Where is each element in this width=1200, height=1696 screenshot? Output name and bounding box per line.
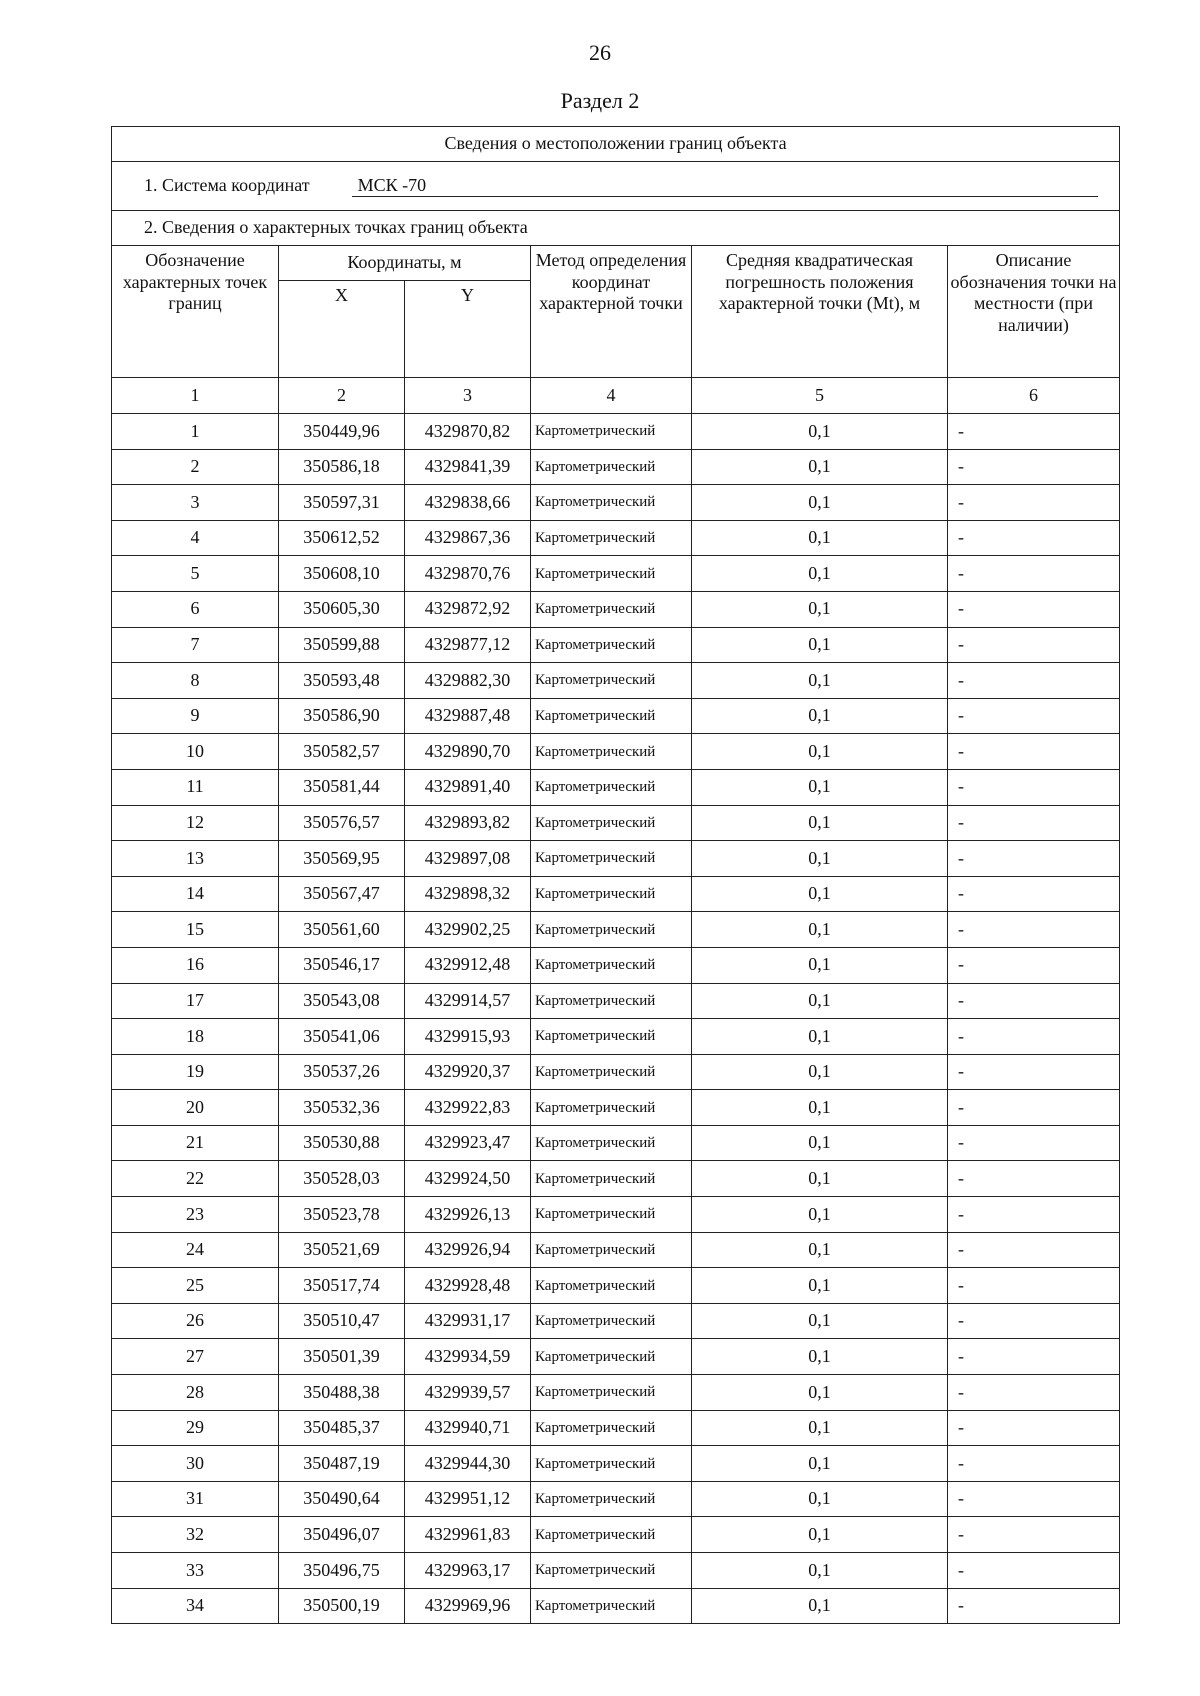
description-cell: -: [948, 1446, 1120, 1482]
method-cell: Картометрический: [531, 1125, 692, 1161]
description-cell: -: [948, 769, 1120, 805]
table-row: [112, 947, 1120, 983]
table-row: [112, 1481, 1120, 1517]
header-coordinates: Координаты, м: [279, 246, 531, 281]
table-row: [112, 485, 1120, 521]
description-cell: -: [948, 1553, 1120, 1589]
method-cell: Картометрический: [531, 1090, 692, 1126]
description-cell: -: [948, 1161, 1120, 1197]
point-number-cell: 21: [112, 1125, 279, 1161]
point-number-cell: 17: [112, 983, 279, 1019]
table-title: Сведения о местоположении границ объекта: [112, 127, 1120, 162]
coord-y-cell: 4329940,71: [405, 1410, 531, 1446]
coordinate-system-label: 1. Система координат: [144, 174, 310, 195]
method-cell: Картометрический: [531, 1375, 692, 1411]
method-cell: Картометрический: [531, 1303, 692, 1339]
description-cell: -: [948, 947, 1120, 983]
method-cell: Картометрический: [531, 1339, 692, 1375]
column-number: 2: [279, 378, 405, 414]
coord-x-cell: 350488,38: [279, 1375, 405, 1411]
coord-y-cell: 4329870,82: [405, 414, 531, 450]
description-cell: -: [948, 1090, 1120, 1126]
accuracy-cell: 0,1: [692, 698, 948, 734]
coord-y-cell: 4329931,17: [405, 1303, 531, 1339]
method-cell: Картометрический: [531, 1517, 692, 1553]
description-cell: -: [948, 449, 1120, 485]
description-cell: -: [948, 1054, 1120, 1090]
coord-y-cell: 4329902,25: [405, 912, 531, 948]
coord-x-cell: 350569,95: [279, 841, 405, 877]
coord-y-cell: 4329893,82: [405, 805, 531, 841]
method-cell: Картометрический: [531, 1588, 692, 1624]
column-numbers-row: [112, 378, 1120, 414]
table-row: [112, 1268, 1120, 1304]
coord-y-cell: 4329870,76: [405, 556, 531, 592]
section-title: Раздел 2: [560, 88, 640, 113]
coord-y-cell: 4329969,96: [405, 1588, 531, 1624]
method-cell: Картометрический: [531, 1268, 692, 1304]
description-cell: -: [948, 1125, 1120, 1161]
point-number-cell: 13: [112, 841, 279, 877]
coord-x-cell: 350517,74: [279, 1268, 405, 1304]
point-number-cell: 26: [112, 1303, 279, 1339]
point-number-cell: 15: [112, 912, 279, 948]
method-cell: Картометрический: [531, 414, 692, 450]
point-number-cell: 10: [112, 734, 279, 770]
method-cell: Картометрический: [531, 1446, 692, 1482]
header-y: Y: [405, 281, 531, 378]
accuracy-cell: 0,1: [692, 1517, 948, 1553]
coord-y-cell: 4329898,32: [405, 876, 531, 912]
table-row: [112, 449, 1120, 485]
boundary-points-table: [111, 126, 1120, 1624]
point-number-cell: 22: [112, 1161, 279, 1197]
accuracy-cell: 0,1: [692, 1232, 948, 1268]
description-cell: -: [948, 1410, 1120, 1446]
table-row: [112, 1054, 1120, 1090]
coord-y-cell: 4329867,36: [405, 520, 531, 556]
column-number: 4: [531, 378, 692, 414]
description-cell: -: [948, 1588, 1120, 1624]
point-number-cell: 3: [112, 485, 279, 521]
table-row: [112, 1375, 1120, 1411]
coord-y-cell: 4329951,12: [405, 1481, 531, 1517]
header-description: Описание обозначения точки на местности (при наличии): [948, 246, 1120, 378]
coord-x-cell: 350496,07: [279, 1517, 405, 1553]
coord-x-cell: 350576,57: [279, 805, 405, 841]
table-row: [112, 1303, 1120, 1339]
accuracy-cell: 0,1: [692, 1019, 948, 1055]
coord-y-cell: 4329944,30: [405, 1446, 531, 1482]
accuracy-cell: 0,1: [692, 947, 948, 983]
table-row: [112, 1019, 1120, 1055]
point-number-cell: 24: [112, 1232, 279, 1268]
accuracy-cell: 0,1: [692, 449, 948, 485]
accuracy-cell: 0,1: [692, 841, 948, 877]
point-number-cell: 19: [112, 1054, 279, 1090]
coord-x-cell: 350581,44: [279, 769, 405, 805]
coord-y-cell: 4329887,48: [405, 698, 531, 734]
description-cell: -: [948, 734, 1120, 770]
coord-y-cell: 4329838,66: [405, 485, 531, 521]
coord-y-cell: 4329920,37: [405, 1054, 531, 1090]
coord-y-cell: 4329872,92: [405, 591, 531, 627]
table-row: [112, 1588, 1120, 1624]
coord-x-cell: 350543,08: [279, 983, 405, 1019]
column-number: 6: [948, 378, 1120, 414]
coord-x-cell: 350582,57: [279, 734, 405, 770]
description-cell: -: [948, 627, 1120, 663]
description-cell: -: [948, 1268, 1120, 1304]
description-cell: -: [948, 591, 1120, 627]
point-number-cell: 11: [112, 769, 279, 805]
accuracy-cell: 0,1: [692, 876, 948, 912]
description-cell: -: [948, 485, 1120, 521]
description-cell: -: [948, 805, 1120, 841]
coord-x-cell: 350530,88: [279, 1125, 405, 1161]
table-row: [112, 734, 1120, 770]
point-number-cell: 16: [112, 947, 279, 983]
coord-x-cell: 350496,75: [279, 1553, 405, 1589]
point-number-cell: 14: [112, 876, 279, 912]
accuracy-cell: 0,1: [692, 591, 948, 627]
accuracy-cell: 0,1: [692, 1588, 948, 1624]
accuracy-cell: 0,1: [692, 663, 948, 699]
description-cell: -: [948, 663, 1120, 699]
description-cell: -: [948, 414, 1120, 450]
point-number-cell: 33: [112, 1553, 279, 1589]
coord-y-cell: 4329926,94: [405, 1232, 531, 1268]
description-cell: -: [948, 841, 1120, 877]
table-row: [112, 841, 1120, 877]
method-cell: Картометрический: [531, 449, 692, 485]
coordinate-system-row: [112, 162, 1120, 211]
method-cell: Картометрический: [531, 1553, 692, 1589]
point-number-cell: 28: [112, 1375, 279, 1411]
method-cell: Картометрический: [531, 520, 692, 556]
coord-x-cell: 350608,10: [279, 556, 405, 592]
column-number: 1: [112, 378, 279, 414]
description-cell: -: [948, 1232, 1120, 1268]
point-number-cell: 1: [112, 414, 279, 450]
point-number-cell: 4: [112, 520, 279, 556]
method-cell: Картометрический: [531, 734, 692, 770]
header-method: Метод определения координат характерной точки: [531, 246, 692, 378]
method-cell: Картометрический: [531, 1481, 692, 1517]
accuracy-cell: 0,1: [692, 1303, 948, 1339]
method-cell: Картометрический: [531, 1161, 692, 1197]
accuracy-cell: 0,1: [692, 485, 948, 521]
method-cell: Картометрический: [531, 591, 692, 627]
coord-x-cell: 350605,30: [279, 591, 405, 627]
method-cell: Картометрический: [531, 769, 692, 805]
header-x: X: [279, 281, 405, 378]
description-cell: -: [948, 876, 1120, 912]
header-designation: Обозначение характерных точек границ: [112, 246, 279, 378]
coord-y-cell: 4329882,30: [405, 663, 531, 699]
point-number-cell: 27: [112, 1339, 279, 1375]
table-row: [112, 591, 1120, 627]
coord-x-cell: 350528,03: [279, 1161, 405, 1197]
table-row: [112, 1517, 1120, 1553]
table-row: [112, 698, 1120, 734]
table-row: [112, 1410, 1120, 1446]
coord-y-cell: 4329897,08: [405, 841, 531, 877]
description-cell: -: [948, 556, 1120, 592]
coord-x-cell: 350537,26: [279, 1054, 405, 1090]
coord-y-cell: 4329890,70: [405, 734, 531, 770]
table-row: [112, 876, 1120, 912]
accuracy-cell: 0,1: [692, 1054, 948, 1090]
point-number-cell: 8: [112, 663, 279, 699]
description-cell: -: [948, 698, 1120, 734]
coord-x-cell: 350501,39: [279, 1339, 405, 1375]
accuracy-cell: 0,1: [692, 1375, 948, 1411]
method-cell: Картометрический: [531, 947, 692, 983]
method-cell: Картометрический: [531, 627, 692, 663]
coord-y-cell: 4329934,59: [405, 1339, 531, 1375]
coord-x-cell: 350449,96: [279, 414, 405, 450]
method-cell: Картометрический: [531, 1019, 692, 1055]
method-cell: Картометрический: [531, 485, 692, 521]
method-cell: Картометрический: [531, 1197, 692, 1233]
table-row: [112, 1339, 1120, 1375]
point-number-cell: 20: [112, 1090, 279, 1126]
table-row: [112, 414, 1120, 450]
accuracy-cell: 0,1: [692, 1090, 948, 1126]
method-cell: Картометрический: [531, 912, 692, 948]
accuracy-cell: 0,1: [692, 414, 948, 450]
table-row: [112, 1446, 1120, 1482]
coord-x-cell: 350532,36: [279, 1090, 405, 1126]
table-row: [112, 1197, 1120, 1233]
point-number-cell: 34: [112, 1588, 279, 1624]
description-cell: -: [948, 1339, 1120, 1375]
point-number-cell: 31: [112, 1481, 279, 1517]
coord-y-cell: 4329939,57: [405, 1375, 531, 1411]
table-row: [112, 663, 1120, 699]
table-row: [112, 1161, 1120, 1197]
point-number-cell: 12: [112, 805, 279, 841]
coord-x-cell: 350586,90: [279, 698, 405, 734]
coord-y-cell: 4329924,50: [405, 1161, 531, 1197]
coord-x-cell: 350541,06: [279, 1019, 405, 1055]
coord-x-cell: 350485,37: [279, 1410, 405, 1446]
table-row: [112, 1125, 1120, 1161]
point-number-cell: 9: [112, 698, 279, 734]
coord-y-cell: 4329922,83: [405, 1090, 531, 1126]
coord-x-cell: 350490,64: [279, 1481, 405, 1517]
table-row: [112, 769, 1120, 805]
coord-x-cell: 350546,17: [279, 947, 405, 983]
coord-x-cell: 350612,52: [279, 520, 405, 556]
coord-y-cell: 4329928,48: [405, 1268, 531, 1304]
method-cell: Картометрический: [531, 663, 692, 699]
table-row: [112, 805, 1120, 841]
accuracy-cell: 0,1: [692, 1410, 948, 1446]
coord-x-cell: 350599,88: [279, 627, 405, 663]
coord-x-cell: 350487,19: [279, 1446, 405, 1482]
column-number: 5: [692, 378, 948, 414]
description-cell: -: [948, 1197, 1120, 1233]
points-section-label: 2. Сведения о характерных точках границ объекта: [112, 211, 1120, 246]
table-row: [112, 520, 1120, 556]
coord-x-cell: 350597,31: [279, 485, 405, 521]
table-row: [112, 627, 1120, 663]
accuracy-cell: 0,1: [692, 1197, 948, 1233]
table-row: [112, 556, 1120, 592]
coord-y-cell: 4329923,47: [405, 1125, 531, 1161]
method-cell: Картометрический: [531, 983, 692, 1019]
accuracy-cell: 0,1: [692, 805, 948, 841]
accuracy-cell: 0,1: [692, 1161, 948, 1197]
coord-x-cell: 350523,78: [279, 1197, 405, 1233]
coord-x-cell: 350510,47: [279, 1303, 405, 1339]
point-number-cell: 23: [112, 1197, 279, 1233]
accuracy-cell: 0,1: [692, 1268, 948, 1304]
coord-x-cell: 350500,19: [279, 1588, 405, 1624]
coord-y-cell: 4329877,12: [405, 627, 531, 663]
point-number-cell: 29: [112, 1410, 279, 1446]
method-cell: Картометрический: [531, 805, 692, 841]
method-cell: Картометрический: [531, 1232, 692, 1268]
point-number-cell: 6: [112, 591, 279, 627]
coord-x-cell: 350521,69: [279, 1232, 405, 1268]
coord-y-cell: 4329963,17: [405, 1553, 531, 1589]
table-row: [112, 1232, 1120, 1268]
coord-x-cell: 350561,60: [279, 912, 405, 948]
coord-y-cell: 4329912,48: [405, 947, 531, 983]
coord-y-cell: 4329841,39: [405, 449, 531, 485]
coord-x-cell: 350593,48: [279, 663, 405, 699]
accuracy-cell: 0,1: [692, 520, 948, 556]
method-cell: Картометрический: [531, 841, 692, 877]
point-number-cell: 30: [112, 1446, 279, 1482]
column-number: 3: [405, 378, 531, 414]
description-cell: -: [948, 983, 1120, 1019]
point-number-cell: 5: [112, 556, 279, 592]
method-cell: Картометрический: [531, 1410, 692, 1446]
coordinate-system-value: МСК -70: [352, 175, 1098, 198]
method-cell: Картометрический: [531, 876, 692, 912]
method-cell: Картометрический: [531, 698, 692, 734]
table-row: [112, 983, 1120, 1019]
point-number-cell: 32: [112, 1517, 279, 1553]
point-number-cell: 25: [112, 1268, 279, 1304]
page-number: 26: [589, 40, 611, 65]
table-row: [112, 1090, 1120, 1126]
description-cell: -: [948, 912, 1120, 948]
description-cell: -: [948, 1375, 1120, 1411]
accuracy-cell: 0,1: [692, 734, 948, 770]
accuracy-cell: 0,1: [692, 769, 948, 805]
accuracy-cell: 0,1: [692, 1446, 948, 1482]
coord-y-cell: 4329915,93: [405, 1019, 531, 1055]
point-number-cell: 7: [112, 627, 279, 663]
accuracy-cell: 0,1: [692, 1553, 948, 1589]
description-cell: -: [948, 1481, 1120, 1517]
coord-x-cell: 350567,47: [279, 876, 405, 912]
point-number-cell: 18: [112, 1019, 279, 1055]
description-cell: -: [948, 1303, 1120, 1339]
description-cell: -: [948, 520, 1120, 556]
description-cell: -: [948, 1019, 1120, 1055]
description-cell: -: [948, 1517, 1120, 1553]
accuracy-cell: 0,1: [692, 556, 948, 592]
accuracy-cell: 0,1: [692, 1481, 948, 1517]
accuracy-cell: 0,1: [692, 912, 948, 948]
accuracy-cell: 0,1: [692, 1125, 948, 1161]
method-cell: Картометрический: [531, 556, 692, 592]
method-cell: Картометрический: [531, 1054, 692, 1090]
accuracy-cell: 0,1: [692, 627, 948, 663]
coord-y-cell: 4329926,13: [405, 1197, 531, 1233]
coord-y-cell: 4329961,83: [405, 1517, 531, 1553]
header-accuracy: Средняя квадратическая погрешность положения характерной точки (Mt), м: [692, 246, 948, 378]
accuracy-cell: 0,1: [692, 1339, 948, 1375]
table-row: [112, 912, 1120, 948]
coord-x-cell: 350586,18: [279, 449, 405, 485]
point-number-cell: 2: [112, 449, 279, 485]
table-row: [112, 1553, 1120, 1589]
coord-y-cell: 4329891,40: [405, 769, 531, 805]
coord-y-cell: 4329914,57: [405, 983, 531, 1019]
accuracy-cell: 0,1: [692, 983, 948, 1019]
